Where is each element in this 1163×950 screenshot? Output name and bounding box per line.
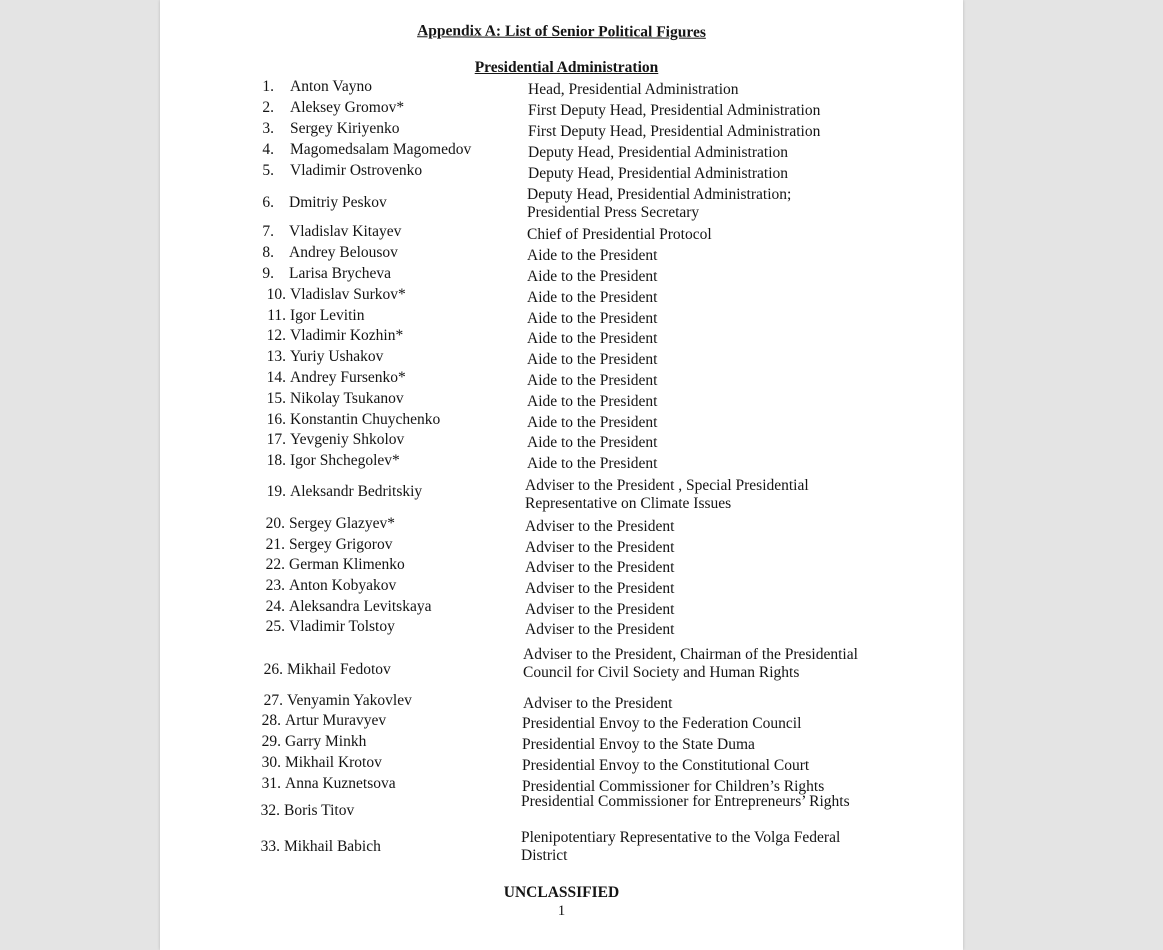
entry-role: Presidential Envoy to the Federation Council [522,715,802,732]
entry-role: Presidential Commissioner for Children’s Rights [522,778,825,795]
entry-role: Aide to the President [527,455,658,472]
entry-number: 15. [266,390,286,407]
entry-number: 22. [265,556,285,573]
entry-number: 32. [260,802,280,819]
entry-name: Mikhail Fedotov [287,661,391,678]
entry-name: Sergey Grigorov [289,536,393,553]
entry-name: Andrey Fursenko* [290,369,406,386]
entry-role: Adviser to the President [525,621,675,638]
entry-number: 7. [262,223,274,240]
entry-role: Head, Presidential Administration [528,81,739,98]
entry-name: Aleksandra Levitskaya [289,598,432,615]
entry-name: Larisa Brycheva [289,265,391,282]
document-page [160,0,963,950]
entry-number: 17. [266,431,286,448]
entry-role: Aide to the President [527,310,658,327]
entry-number: 9. [262,265,274,282]
entry-number: 30. [261,754,281,771]
entry-number: 5. [262,162,274,179]
entry-role: Chief of Presidential Protocol [527,226,712,243]
entry-role: Adviser to the President [525,518,675,535]
entry-row [160,646,963,693]
entry-number: 18. [266,452,286,469]
entry-role: Adviser to the President [525,539,675,556]
entry-role: Aide to the President [527,372,658,389]
entry-row [160,186,963,226]
entry-name: Mikhail Krotov [285,754,382,771]
entry-role: Aide to the President [527,393,658,410]
entry-name: Nikolay Tsukanov [290,390,404,407]
entry-name: Igor Levitin [290,307,365,324]
entry-role: Deputy Head, Presidential Administration [528,144,789,161]
entry-name: Boris Titov [284,802,355,819]
entry-role: Aide to the President [527,268,658,285]
entry-role: Aide to the President [527,247,658,264]
entry-name: Konstantin Chuychenko [290,411,441,428]
entry-number: 21. [265,536,285,553]
section-heading: Presidential Administration [474,59,659,76]
entry-name: Vladimir Kozhin* [290,327,404,344]
classification-marking: UNCLASSIFIED [503,884,620,901]
entry-role: Adviser to the President [525,601,675,618]
entry-role: Aide to the President [527,330,658,347]
entry-number: 29. [261,733,281,750]
entry-role: Deputy Head, Presidential Administration [528,165,789,182]
entry-number: 16. [266,411,286,428]
entry-name: Andrey Belousov [289,244,398,261]
entry-role: Aide to the President [527,289,658,306]
entry-name: Yuriy Ushakov [290,348,384,365]
entry-number: 2. [262,99,274,116]
entry-number: 24. [265,598,285,615]
entry-role: Adviser to the President , Special Presidential Representative on Climate Issues [525,477,809,512]
entry-name: Dmitriy Peskov [289,194,387,211]
entry-role: Plenipotentiary Representative to the Volga Federal District [521,829,841,864]
entry-role: Presidential Commissioner for Entrepreneurs’ Rights [521,793,850,810]
entry-name: German Klimenko [289,556,405,573]
entry-number: 11. [267,307,286,324]
entry-number: 28. [261,712,281,729]
entry-row [160,829,963,872]
entry-name: Magomedsalam Magomedov [290,141,472,158]
entry-name: Vladislav Surkov* [290,286,406,303]
entry-number: 14. [266,369,286,386]
entry-number: 6. [262,194,274,211]
entry-role: First Deputy Head, Presidential Administration [528,123,821,140]
entry-role: Adviser to the President, Chairman of the Presidential Council for Civil Society and Human Rights [523,646,858,681]
entry-name: Mikhail Babich [284,838,381,855]
entry-number: 4. [262,141,274,158]
entry-name: Sergey Glazyev* [289,515,396,532]
entry-name: Sergey Kiriyenko [290,120,400,137]
entry-name: Anton Vayno [290,78,372,95]
entry-number: 1. [262,78,274,95]
entry-number: 8. [262,244,274,261]
entry-number: 19. [266,483,286,500]
entry-number: 31. [261,775,281,792]
entry-number: 23. [265,577,285,594]
entry-number: 20. [265,515,285,532]
entry-name: Aleksey Gromov* [290,99,405,116]
entry-role: Adviser to the President [525,559,675,576]
entry-role: Adviser to the President [523,695,673,712]
entry-name: Yevgeniy Shkolov [290,431,405,448]
entry-name: Anna Kuznetsova [285,775,396,792]
entry-number: 13. [266,348,286,365]
entry-row [160,477,963,517]
entry-number: 27. [263,692,283,709]
entry-name: Vladislav Kitayev [289,223,402,240]
entry-name: Vladimir Ostrovenko [290,162,423,179]
entry-role: Presidential Envoy to the State Duma [522,736,755,753]
entry-number: 10. [266,286,286,303]
entry-role: Deputy Head, Presidential Administration; Presidential Press Secretary [527,186,792,221]
entry-number: 26. [263,661,283,678]
entry-name: Venyamin Yakovlev [287,692,412,709]
entry-number: 25. [265,618,285,635]
entry-role: Presidential Envoy to the Constitutional Court [522,757,810,774]
entry-role: Adviser to the President [525,580,675,597]
entry-number: 12. [266,327,286,344]
entry-role: Aide to the President [527,351,658,368]
entry-number: 3. [262,120,274,137]
entry-role: First Deputy Head, Presidential Administration [528,102,821,119]
entry-number: 33. [260,838,280,855]
entry-role: Aide to the President [527,434,658,451]
entry-name: Artur Muravyev [285,712,387,729]
entry-name: Vladimir Tolstoy [289,618,395,635]
entry-name: Aleksandr Bedritskiy [290,483,423,500]
appendix-title: Appendix A: List of Senior Political Figures [417,22,706,41]
entry-list [160,0,963,950]
entry-role: Aide to the President [527,414,658,431]
page-number: 1 [557,903,566,919]
entry-name: Garry Minkh [285,733,367,750]
entry-name: Igor Shchegolev* [290,452,400,469]
entry-name: Anton Kobyakov [289,577,397,594]
